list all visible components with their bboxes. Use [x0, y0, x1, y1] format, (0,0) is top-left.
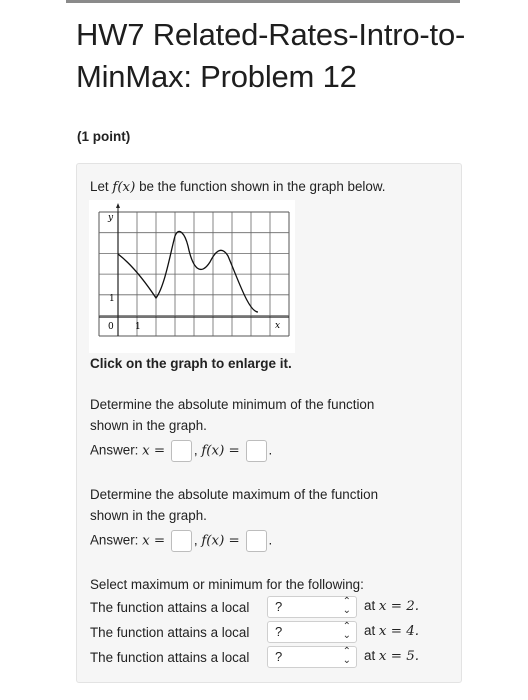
period: .: [268, 532, 273, 548]
q3-row2-cond: [364, 623, 419, 639]
q2-line2: shown in the graph.: [90, 508, 207, 523]
intro-prefix: Let: [90, 179, 109, 194]
q3-row3-text: The function attains a local: [90, 650, 250, 665]
comma: ,: [193, 532, 198, 548]
function-curve: [118, 231, 258, 312]
y-tick-label: 1: [109, 294, 115, 304]
enlarge-hint: Click on the graph to enlarge it.: [90, 356, 292, 371]
intro-suffix: be the function shown in the graph below.: [139, 179, 386, 194]
intro-text: [90, 177, 385, 198]
intro-function: f(x): [112, 180, 136, 195]
page-title: HW7 Related-Rates-Intro-to-MinMax: Problem 12: [76, 17, 466, 94]
chevron-updown-icon: ⌃ ⌄: [342, 596, 351, 616]
condition: x = 5.: [378, 649, 419, 664]
q3-heading: Select maximum or minimum for the following:: [90, 577, 364, 592]
at-word: at: [364, 648, 376, 663]
chevron-updown-icon: ⌃ ⌄: [342, 646, 351, 666]
graph-svg[interactable]: [89, 200, 295, 353]
q2-line1: Determine the absolute maximum of the function: [90, 487, 379, 502]
points-label: (1 point): [77, 129, 131, 144]
abs-max-f-input[interactable]: [246, 530, 267, 552]
q1-line2: shown in the graph.: [90, 418, 207, 433]
q3-row1-cond: [364, 598, 419, 614]
comma: ,: [193, 442, 198, 458]
chevron-updown-icon: ⌃ ⌄: [342, 621, 351, 641]
y-axis-label: y: [108, 213, 114, 223]
answer-label: Answer:: [90, 532, 139, 548]
select-value: ?: [275, 624, 283, 639]
local-extremum-select-1[interactable]: [267, 596, 357, 618]
problem-panel: [76, 163, 462, 683]
at-word: at: [364, 623, 376, 638]
origin-label: 0: [108, 322, 114, 332]
function-graph[interactable]: [89, 200, 295, 353]
q2-answer-row: [90, 530, 272, 552]
x-equals: x =: [142, 533, 166, 549]
abs-min-f-input[interactable]: [246, 440, 267, 462]
abs-max-x-input[interactable]: [171, 530, 192, 552]
q1-answer-row: [90, 440, 272, 462]
q1-line1: Determine the absolute minimum of the function: [90, 397, 375, 412]
top-divider: [66, 0, 460, 3]
answer-label: Answer:: [90, 442, 139, 458]
x-tick-label: 1: [135, 322, 141, 332]
q3-row2-text: The function attains a local: [90, 625, 250, 640]
select-value: ?: [275, 599, 283, 614]
f-equals: f(x) =: [201, 533, 240, 549]
local-extremum-select-3[interactable]: [267, 646, 357, 668]
x-equals: x =: [142, 443, 166, 459]
at-word: at: [364, 598, 376, 613]
x-axis-label: x: [275, 321, 281, 331]
q3-row1-text: The function attains a local: [90, 600, 250, 615]
condition: x = 2.: [378, 599, 419, 614]
q3-row3-cond: [364, 648, 419, 664]
local-extremum-select-2[interactable]: [267, 621, 357, 643]
period: .: [268, 442, 273, 458]
f-equals: f(x) =: [201, 443, 240, 459]
abs-min-x-input[interactable]: [171, 440, 192, 462]
condition: x = 4.: [378, 624, 419, 639]
select-value: ?: [275, 649, 283, 664]
